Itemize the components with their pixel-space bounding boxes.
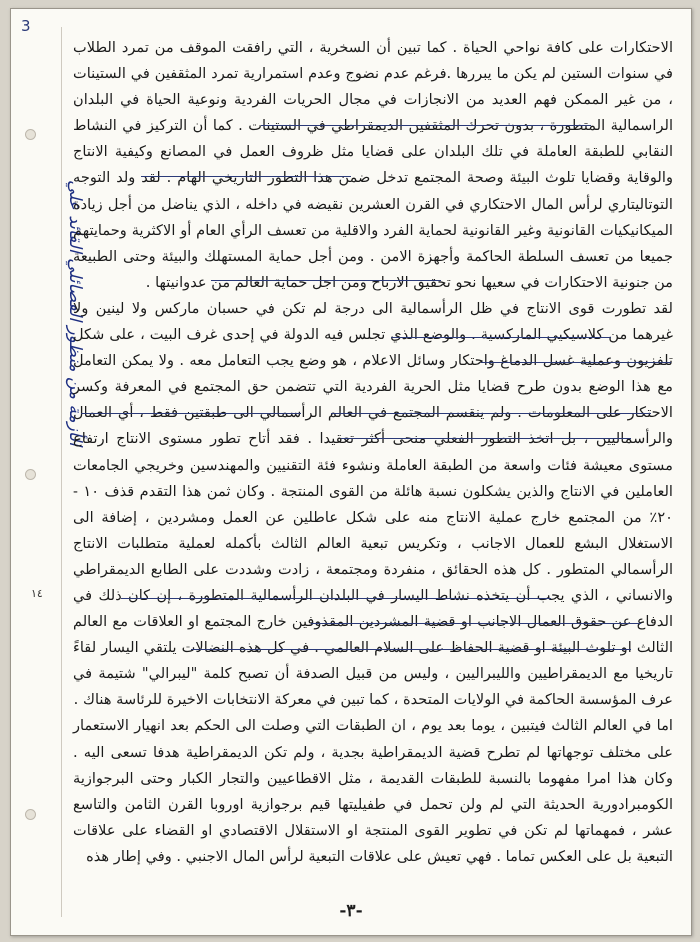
page-number-footer: -٣- xyxy=(339,901,363,921)
punch-hole xyxy=(25,809,36,820)
paragraph: لقد تطورت قوى الانتاج في ظل الرأسمالية الى درجة لم تكن في حسبان ماركس ولا لينين ولا غيرهما من كلاسيكيي الماركسية . والوضع الذي تجلس فيه الدولة في إحدى غرف البيت ، على شكل تلفزيون وعملية غسل الدماغ واحتكار وسائل الاعلام ، هو وضع يجب التعامل معه . ولا يمكن التعامل مع هذا الوضع بدون طرح قضايا مثل الحرية الفردية التي تتضمن حق المجتمع في المعرفة وكسر الاحتكار على المعلومات . ولم ينقسم المجتمع في العالم الرأسمالي الى طبقتين فقط ، أي العمال والرأسماليين ، بل اتخذ التطور الفعلي منحى أكثر تعقيدا . فقد أتاح تطور مستوى الانتاج ارتفاع مستوى معيشة فئات واسعة من الطبقة العاملة ونشوء فئة التقنيين والمهندسين وخريجي الجامعات العاملين في الانتاج والذين يشكلون نسبة هائلة من القوى المنتجة . وكان ثمن هذا التقدم قذف ١٠ - ٢٠٪ من المجتمع خارج عملية الانتاج منه على شكل عاطلين عن العمل ومشردين ، إضافة الى الاستغلال البشع للعمال الاجانب ، وتكريس تبعية العالم الثالث بأكمله لعملية متطلبات الانتاج الرأسمالي المتطور . كل هذه الحقائق ، منفردة ومجتمعة ، زادت وشددت على الطابع الديمقراطي والانساني ، الذي يجب أن يتخذه نشاط اليسار في البلدان الرأسمالية المتطورة ، إن كان ذلك في الدفاع عن حقوق العمال الاجانب او قضية المشردين المقذوفين خارج المجتمع او العلاقات مع العالم الثالث او تلوث البيئة او قضية الحفاظ على السلام العالمي . في كل هذه النضالات يلتقي اليسار لقاءً تاريخيا مع الديمقراطيين والليبراليين ، وليس من قبيل الصدفة أن تصبح كلمة "ليبرالي" شتيمة في عرف المؤسسة الحاكمة في الولايات المتحدة ، كما تبين في معركة الانتخابات الاخيرة للرئاسة هناك . xyxy=(73,299,673,709)
paragraph: الاحتكارات على كافة نواحي الحياة . كما تبين أن السخرية ، التي رافقت الموقف من تمرد الطلاب في سنوات الستين لم يكن ما يبررها .فرغم عدم نضوج وعدم استمرارية تمرد المثقفين في الستينات ، من غير الممكن فهم العديد من الانجازات في مجال الحريات الفردية ونوعية الحياة في البلدان الراسمالية المتطورة ، بدون تحرك المثقفين الديمقراطي في الستينات . كما أن التركيز في النشاط النقابي للطبقة العاملة في تلك البلدان على قضايا مثل ظروف العمل في المصانع وكيفية الانتاج والوقاية وقضايا تلوث البيئة وصحة المجتمع تدخل ضمن هذا التطور التاريخي الهام . لقد ولد التوجه التوتاليتاري لرأس المال الاحتكاري في القرن العشرين نقيضه في داخله ، الذي يناضل من أجل زيادة الميكانيكيات القانونية وغير القانونية لحماية الفرد والاقلية من تعسف الرأي العام أو الاكثرية وحمايتهم جميعا من تعسف السلطة الحاكمة وأجهزة الامن . ومن أجل حماية المستهلك والبيئة وحتى الطبيعة من جنونية الاحتكارات في سعيها نحو تحقيق الارباح ومن اجل حماية العالم من عدوانيتها . xyxy=(73,39,673,291)
margin-note-text: الأزمة من منظور الفصائلي القائد علي xyxy=(65,180,85,446)
margin-mark: ١٤ xyxy=(31,587,43,600)
handwritten-page-number: 3 xyxy=(21,17,31,35)
punch-hole xyxy=(25,129,36,140)
punch-hole xyxy=(25,469,36,480)
document-page xyxy=(10,8,692,936)
document-body xyxy=(73,35,673,870)
paragraph: اما في العالم الثالث فيتبين ، يوما بعد يوم ، ان الطبقات التي وصلت الى الحكم بعد انهيار الاستعمار على مختلف توجهاتها لم تطرح قضية الديمقراطية بجدية ، ولم تكن الديمقراطية هدفا تسعى اليه . وكان هذا امرا مفهوما بالنسبة للطبقات القديمة ، مثل الاقطاعيين والتجار الكبار وحتى البرجوازية الكومبرادورية الحديثة التي لم ولن تحمل في طفيليتها قيم برجوازية اوروبا القرن الثامن والتاسع عشر ، فمهماتها لم تكن في تطوير القوى المنتجة او الاستقلال الاقتصادي او القضاء على علاقات التبعية بل على العكس تماما . فهي تعيش على علاقات التبعية لرأس المال الاجنبي . وفي إطار هذه xyxy=(73,717,673,865)
